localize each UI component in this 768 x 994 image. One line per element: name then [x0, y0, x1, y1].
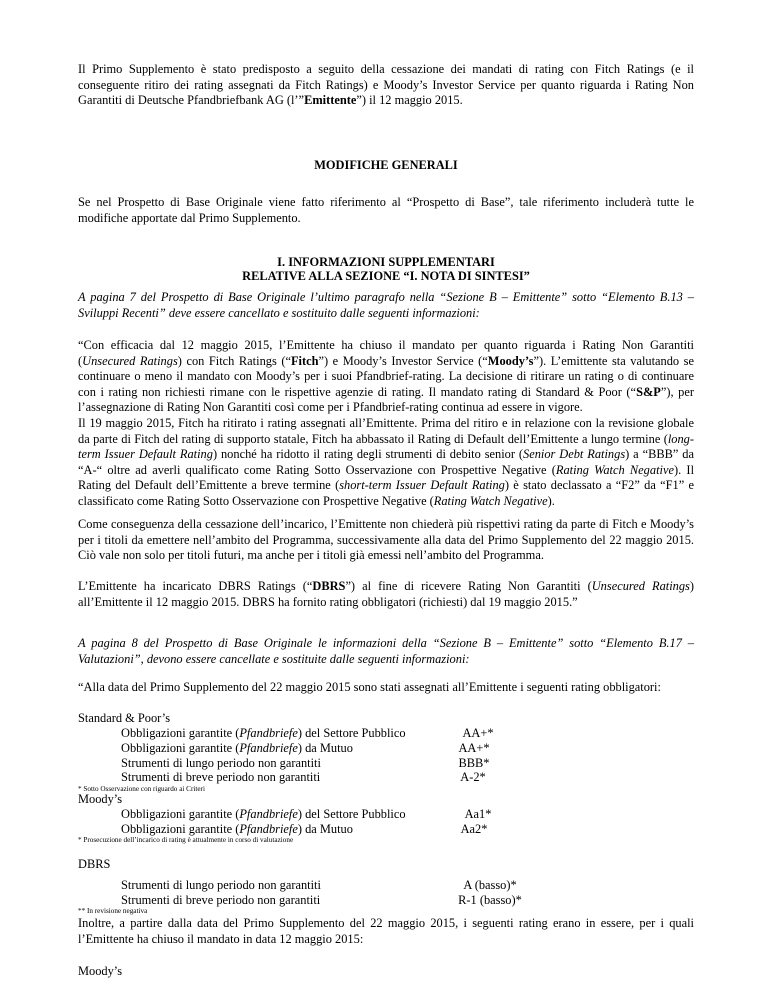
rating-footnote: * Sotto Osservazione con riguardo ai Criteri — [78, 785, 205, 793]
rating-value: BBB* — [458, 756, 490, 770]
rating-agency-name: Standard & Poor’s — [78, 711, 171, 725]
rating-value: R-1 (basso)* — [458, 893, 522, 907]
rating-item-label: Obbligazioni garantite (Pfandbriefe) da Mutuo — [121, 822, 353, 836]
rating-item-label: Strumenti di breve periodo non garantiti — [121, 893, 321, 907]
rating-footnote: ** In revisione negativa — [78, 907, 148, 915]
general-paragraph: Se nel Prospetto di Base Originale viene fatto riferimento al “Prospetto di Base”, tale riferimento includerà tutte le modifiche apportate dal Primo Supplemento. — [78, 195, 694, 225]
closing-agency: Moody’s — [78, 964, 123, 978]
rating-item-label: Strumenti di lungo periodo non garantiti — [121, 878, 321, 892]
quote-paragraph-4: L’Emittente ha incaricato DBRS Ratings (“DBRS”) al fine di ricevere Rating Non Garantiti (Unsecured Ratings) all’Emittente il 12 maggio 2015. DBRS ha fornito rating obbligatori (richiesti) dal 19 maggio 2015.” — [78, 579, 695, 609]
quote-paragraph-5: “Alla data del Primo Supplemento del 22 maggio 2015 sono stati assegnati all’Emittente i seguenti rating obbligatori: — [78, 680, 661, 694]
rating-value: AA+* — [458, 741, 490, 755]
rating-value: A (basso)* — [463, 878, 517, 892]
quote-paragraph-3: Come conseguenza della cessazione dell’incarico, l’Emittente non chiederà più rispettivi rating da parte di Fitch e Moody’s per i titoli da emettere nell’ambito del Programma, successivamente alla data del Primo Supplemento del 22 maggio 2015. Ciò vale non solo per titoli futuri, ma anche per i titoli già emessi nell’ambito del Programma. — [78, 517, 694, 563]
rating-footnote: * Prosecuzione dell’incarico di rating è attualmente in corso di valutazione — [78, 836, 294, 844]
rating-item-label: Obbligazioni garantite (Pfandbriefe) da Mutuo — [121, 741, 353, 755]
rating-item-label: Strumenti di breve periodo non garantiti — [121, 770, 321, 784]
quote-paragraph-1: “Con efficacia dal 12 maggio 2015, l’Emittente ha chiuso il mandato per quanto riguarda i Rating Non Garantiti (Unsecured Ratings) con Fitch Ratings (“Fitch”) e Moody’s Investor Service (“Moody’s”). L’emittente sta valutando se continuare o meno il mandato con Moody’s per i suoi Pfandbrief-rating. La decisione di ritirare un rating o di continuare con i rating non richiesti rimane con le rispettive agenzie di rating. Il mandato rating di Standard & Poor (“S&P”), per l’assegnazione di Rating Non Garantiti così come per i Pfandbrief-rating continua ad essere in vigore. — [78, 338, 694, 415]
rating-item-label: Strumenti di lungo periodo non garantiti — [121, 756, 321, 770]
closing-paragraph: Inoltre, a partire dalla data del Primo Supplemento del 22 maggio 2015, i seguenti rating erano in essere, per i quali l’Emittente ha chiuso il mandato in data 12 maggio 2015: — [78, 916, 694, 946]
rating-item-label: Obbligazioni garantite (Pfandbriefe) del Settore Pubblico — [121, 807, 406, 821]
rating-agency-name: Moody’s — [78, 792, 123, 806]
ratings-moodys — [78, 792, 694, 844]
ratings-dbrs — [78, 857, 694, 915]
rating-item-label: Obbligazioni garantite (Pfandbriefe) del Settore Pubblico — [121, 726, 406, 740]
rating-value: Aa2* — [460, 822, 488, 836]
instruction-paragraph-2: A pagina 8 del Prospetto di Base Originale le informazioni della “Sezione B – Emittente” sotto “Elemento B.17 – Valutazioni”, devono essere cancellate e sostituite dalle seguenti informazioni: — [78, 636, 694, 666]
intro-paragraph: Il Primo Supplemento è stato predisposto a seguito della cessazione dei mandati di rating con Fitch Ratings (e il conseguente ritiro dei rating assegnati da Fitch Ratings) e Moody’s Investor Service per quanto riguarda i Rating Non Garantiti di Deutsche Pfandbriefbank AG (l’”Emittente”) il 12 maggio 2015. — [78, 62, 694, 108]
section-heading: I. INFORMAZIONI SUPPLEMENTARI RELATIVE ALLA SEZIONE “I. NOTA DI SINTESI” — [242, 255, 530, 283]
heading-modifiche-generali: MODIFICHE GENERALI — [314, 158, 458, 172]
rating-value: A-2* — [460, 770, 486, 784]
rating-agency-name: DBRS — [78, 857, 111, 871]
ratings-sp — [78, 711, 694, 793]
rating-value: Aa1* — [464, 807, 492, 821]
quote-paragraph-2: Il 19 maggio 2015, Fitch ha ritirato i rating assegnati all’Emittente. Prima del ritiro e in relazione con la revisione globale da parte di Fitch del rating di supporto statale, Fitch ha abbassato il Rating di Default dell’Emittente a lungo termine (long-term Issuer Default Rating) nonché ha ridotto il rating degli strumenti di debito senior (Senior Debt Ratings) a “BBB” da “A-“ oltre ad averli qualificato come Rating Sotto Osservazione con Prospettive Negative (Rating Watch Negative). Il Rating del Default dell’Emittente a breve termine (short-term Issuer Default Rating) è stato declassato a “F2” da “F1” e classificato come Rating Sotto Osservazione con Prospettive Negative (Rating Watch Negative). — [78, 416, 695, 508]
instruction-paragraph-1: A pagina 7 del Prospetto di Base Originale l’ultimo paragrafo nella “Sezione B – Emittente” sotto “Elemento B.13 – Sviluppi Recenti” deve essere cancellato e sostituito dalle seguenti informazioni: — [78, 290, 694, 320]
rating-value: AA+* — [462, 726, 494, 740]
